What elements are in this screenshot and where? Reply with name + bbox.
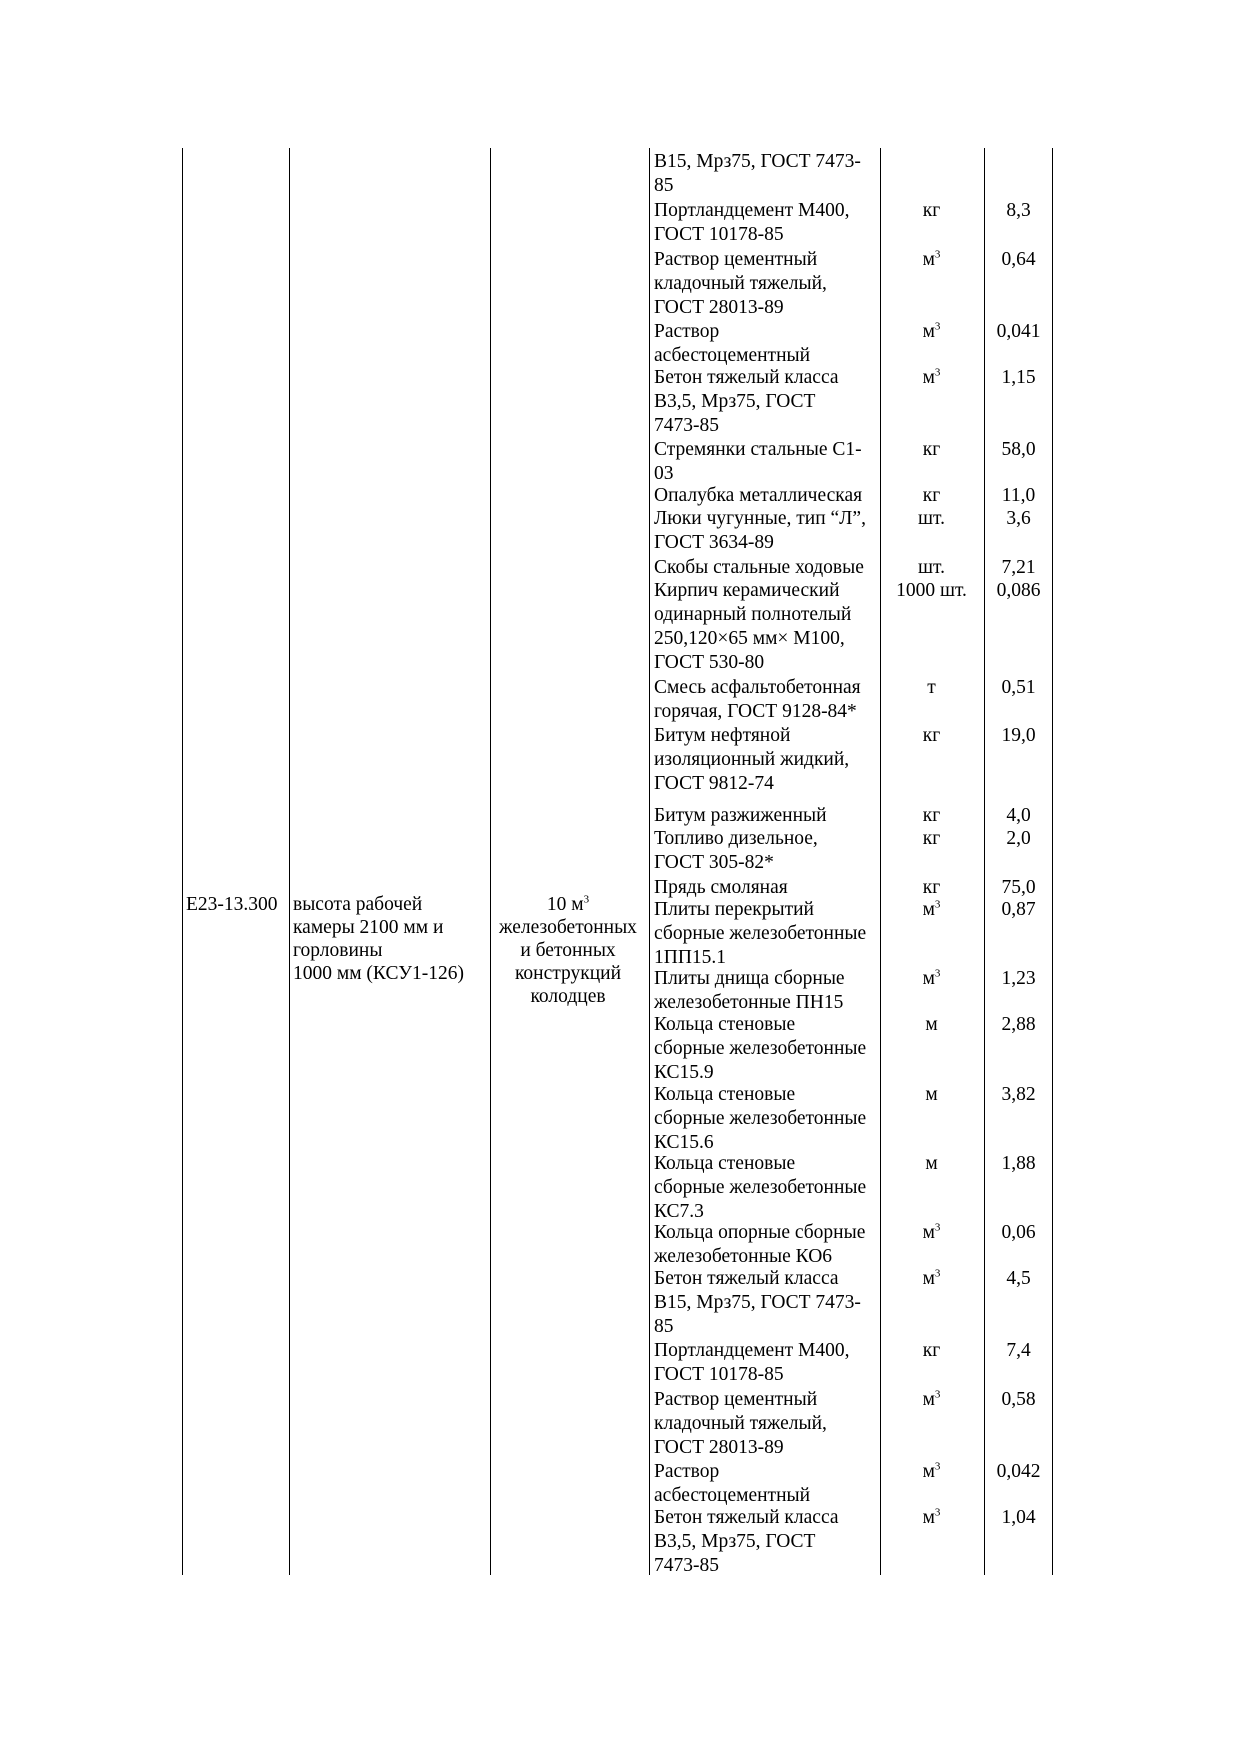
- resource-name: [654, 579, 876, 675]
- resource-name-line: сборные железобетонные: [654, 1038, 867, 1059]
- resource-name-line: Портландцемент М400,: [654, 200, 850, 221]
- resource-unit: кг: [922, 200, 941, 221]
- resource-name-line: горячая, ГОСТ 9128-84*: [654, 701, 857, 722]
- resource-quantity: 0,041: [996, 321, 1041, 342]
- resource-name-line: сборные железобетонные: [654, 923, 867, 944]
- resource-unit: кг: [922, 1340, 941, 1361]
- resource-name-line: асбестоцементный: [654, 1485, 811, 1506]
- resource-name: [654, 556, 876, 580]
- resource-quantity: 1,15: [1001, 367, 1036, 388]
- resource-name-line: 85: [654, 175, 674, 196]
- resource-unit: кг: [922, 805, 941, 826]
- resource-unit: кг: [922, 828, 941, 849]
- resource-name-line: Кольца стеновые: [654, 1014, 796, 1035]
- resource-name: [654, 1267, 876, 1339]
- resource-name: [654, 1339, 876, 1387]
- resource-name-line: 85: [654, 1316, 674, 1337]
- resource-name-line: Кирпич керамический: [654, 580, 840, 601]
- resource-unit: м: [925, 1153, 938, 1174]
- resource-name-line: ГОСТ 10178-85: [654, 224, 784, 245]
- resource-name-line: Портландцемент М400,: [654, 1340, 850, 1361]
- resource-quantity: 19,0: [1001, 725, 1036, 746]
- resource-name-line: ГОСТ 10178-85: [654, 1364, 784, 1385]
- resource-unit: $м^3$: [922, 1506, 941, 1528]
- resource-name-line: Опалубка металлическая: [654, 485, 863, 506]
- resource-name: [654, 1152, 876, 1224]
- resource-quantity: 1,23: [1001, 968, 1036, 989]
- resource-name: [654, 1460, 876, 1508]
- resource-name-line: Люки чугунные, тип “Л”,: [654, 508, 866, 529]
- resource-name-line: Раствор: [654, 321, 720, 342]
- resource-name-line: ГОСТ 3634-89: [654, 532, 774, 553]
- resource-name-line: КС15.6: [654, 1132, 714, 1153]
- resource-name-line: кладочный тяжелый,: [654, 273, 827, 294]
- description-line: камеры 2100 мм и: [293, 917, 444, 938]
- measure-unit: [493, 893, 643, 1008]
- resource-name: [654, 1013, 876, 1085]
- superscript-3: 3: [934, 1388, 941, 1401]
- resource-name-line: Раствор цементный: [654, 249, 818, 270]
- resource-name-line: Бетон тяжелый класса: [654, 1507, 839, 1528]
- norm-code-text: Е23-13.300: [186, 894, 278, 915]
- superscript-3: 3: [934, 248, 941, 261]
- resource-name-line: Битум разжиженный: [654, 805, 827, 826]
- resource-name-line: сборные железобетонные: [654, 1177, 867, 1198]
- resource-name-line: ГОСТ 28013-89: [654, 297, 784, 318]
- resource-name: [654, 484, 876, 508]
- superscript-3: 3: [583, 893, 590, 906]
- resource-name-line: железобетонные КО6: [654, 1246, 833, 1267]
- resource-name: [654, 1388, 876, 1460]
- resource-unit: $м^3$: [922, 1221, 941, 1243]
- table-border: [1052, 148, 1053, 1575]
- resource-quantity: 0,06: [1001, 1222, 1036, 1243]
- resource-quantity: 7,4: [1006, 1340, 1031, 1361]
- measure-unit-line: конструкций: [514, 963, 622, 984]
- resource-unit: $м^3$: [922, 366, 941, 388]
- superscript-3: 3: [934, 320, 941, 333]
- resource-name-line: Раствор: [654, 1461, 720, 1482]
- resource-unit: шт.: [918, 508, 945, 529]
- resource-name-line: сборные железобетонные: [654, 1108, 867, 1129]
- resource-name-line: изоляционный жидкий,: [654, 749, 850, 770]
- measure-unit-line: и бетонных: [520, 940, 616, 961]
- resource-name: [654, 967, 876, 1015]
- resource-quantity: 4,5: [1006, 1268, 1031, 1289]
- resource-name-line: 7473-85: [654, 415, 719, 436]
- description-line: горловины: [293, 940, 383, 961]
- resource-unit: $м^3$: [922, 320, 941, 342]
- resource-name-line: Кольца стеновые: [654, 1084, 796, 1105]
- resource-name-line: одинарный полнотелый: [654, 604, 852, 625]
- resource-name-line: Кольца стеновые: [654, 1153, 796, 1174]
- resource-quantity: 0,87: [1001, 899, 1036, 920]
- superscript-3: 3: [934, 1221, 941, 1234]
- resource-name: [654, 724, 876, 796]
- resource-name-line: Плиты перекрытий: [654, 899, 814, 920]
- resource-quantity: 11,0: [1001, 485, 1036, 506]
- resource-name: [654, 1221, 876, 1269]
- resource-quantity: 0,51: [1001, 677, 1036, 698]
- resource-name-line: Бетон тяжелый класса: [654, 367, 839, 388]
- superscript-3: 3: [934, 1460, 941, 1473]
- resource-unit: $м^3$: [922, 1388, 941, 1410]
- resource-name: [654, 827, 876, 875]
- resource-quantity: 1,04: [1001, 1507, 1036, 1528]
- resource-name: [654, 507, 876, 555]
- resource-name-line: Плиты днища сборные: [654, 968, 845, 989]
- superscript-3: 3: [934, 1267, 941, 1280]
- resource-name-line: ГОСТ 530-80: [654, 652, 765, 673]
- resource-name: [654, 1083, 876, 1155]
- resource-name-line: кладочный тяжелый,: [654, 1413, 827, 1434]
- resource-quantity: 3,82: [1001, 1084, 1036, 1105]
- work-description: [293, 893, 488, 985]
- resource-quantity: 58,0: [1001, 439, 1036, 460]
- resource-unit: $м^3$: [922, 248, 941, 270]
- resource-name-line: железобетонные ПН15: [654, 992, 844, 1013]
- resource-quantity: 0,086: [996, 580, 1041, 601]
- resource-name-line: асбестоцементный: [654, 345, 811, 366]
- norm-code: [186, 893, 288, 916]
- resource-name-line: 250,120×65 мм× М100,: [654, 628, 845, 649]
- resource-unit: $м^3$: [922, 967, 941, 989]
- resource-unit: т: [927, 677, 936, 698]
- measure-unit-line: 10 $м^3$: [546, 893, 590, 915]
- superscript-3: 3: [934, 898, 941, 911]
- resource-name: [654, 199, 876, 247]
- resource-quantity: 0,58: [1001, 1389, 1036, 1410]
- resource-name-line: В15, Мрз75, ГОСТ 7473-: [654, 1292, 861, 1313]
- resource-name-line: Топливо дизельное,: [654, 828, 818, 849]
- resource-name: [654, 1506, 876, 1578]
- resource-quantity: 2,88: [1001, 1014, 1036, 1035]
- resource-name-line: В3,5, Мрз75, ГОСТ: [654, 1531, 816, 1552]
- resource-unit: кг: [922, 725, 941, 746]
- resource-quantity: 0,042: [996, 1461, 1041, 1482]
- measure-unit-line: железобетонных: [499, 917, 637, 938]
- resource-name-line: Смесь асфальтобетонная: [654, 677, 861, 698]
- resource-name: [654, 898, 876, 970]
- description-line: высота рабочей: [293, 894, 423, 915]
- resource-unit: м: [925, 1014, 938, 1035]
- resource-name-line: 1ПП15.1: [654, 947, 727, 968]
- resource-quantity: 4,0: [1006, 805, 1031, 826]
- table-border: [182, 148, 183, 1575]
- resource-unit: м: [925, 1084, 938, 1105]
- resource-unit: кг: [922, 439, 941, 460]
- resource-name-line: Кольца опорные сборные: [654, 1222, 866, 1243]
- resource-name-line: Стремянки стальные С1-: [654, 439, 862, 460]
- description-line: 1000 мм (КСУ1-126): [293, 963, 464, 984]
- resource-name-line: Битум нефтяной: [654, 725, 791, 746]
- resource-name: [654, 320, 876, 368]
- resource-name: [654, 438, 876, 486]
- resource-unit: $м^3$: [922, 1460, 941, 1482]
- resource-name: [654, 150, 876, 198]
- superscript-3: 3: [934, 366, 941, 379]
- resource-name-line: Скобы стальные ходовые: [654, 557, 864, 578]
- resource-name-line: ГОСТ 9812-74: [654, 773, 774, 794]
- resource-unit: шт.: [918, 557, 945, 578]
- resource-unit: $м^3$: [922, 1267, 941, 1289]
- resource-quantity: 1,88: [1001, 1153, 1036, 1174]
- resource-quantity: 7,21: [1001, 557, 1036, 578]
- table-border: [289, 148, 290, 1575]
- resource-unit: 1000 шт.: [896, 580, 967, 601]
- resource-quantity: 0,64: [1001, 249, 1036, 270]
- resource-unit: кг: [922, 877, 941, 898]
- resource-name-line: Раствор цементный: [654, 1389, 818, 1410]
- resource-name-line: КС7.3: [654, 1201, 704, 1222]
- resource-unit: $м^3$: [922, 898, 941, 920]
- resource-name: [654, 804, 876, 828]
- resource-name: [654, 876, 876, 900]
- resource-quantity: 8,3: [1006, 200, 1031, 221]
- resource-quantity: 2,0: [1006, 828, 1031, 849]
- table-border: [649, 148, 650, 1575]
- superscript-3: 3: [934, 967, 941, 980]
- resource-name-line: В15, Мрз75, ГОСТ 7473-: [654, 151, 861, 172]
- resource-name: [654, 248, 876, 320]
- resource-quantity: 3,6: [1006, 508, 1031, 529]
- resource-unit: кг: [922, 485, 941, 506]
- measure-unit-line: колодцев: [530, 986, 606, 1007]
- resource-name-line: ГОСТ 28013-89: [654, 1437, 784, 1458]
- resource-name-line: 7473-85: [654, 1555, 719, 1576]
- resource-name: [654, 366, 876, 438]
- superscript-3: 3: [934, 1506, 941, 1519]
- resource-quantity: 75,0: [1001, 877, 1036, 898]
- resource-name-line: ГОСТ 305-82*: [654, 852, 774, 873]
- resource-name-line: Бетон тяжелый класса: [654, 1268, 839, 1289]
- resource-name: [654, 676, 876, 724]
- table-border: [490, 148, 491, 1575]
- resource-name-line: 03: [654, 463, 674, 484]
- resource-name-line: КС15.9: [654, 1062, 714, 1083]
- resource-name-line: Прядь смоляная: [654, 877, 788, 898]
- resource-name-line: В3,5, Мрз75, ГОСТ: [654, 391, 816, 412]
